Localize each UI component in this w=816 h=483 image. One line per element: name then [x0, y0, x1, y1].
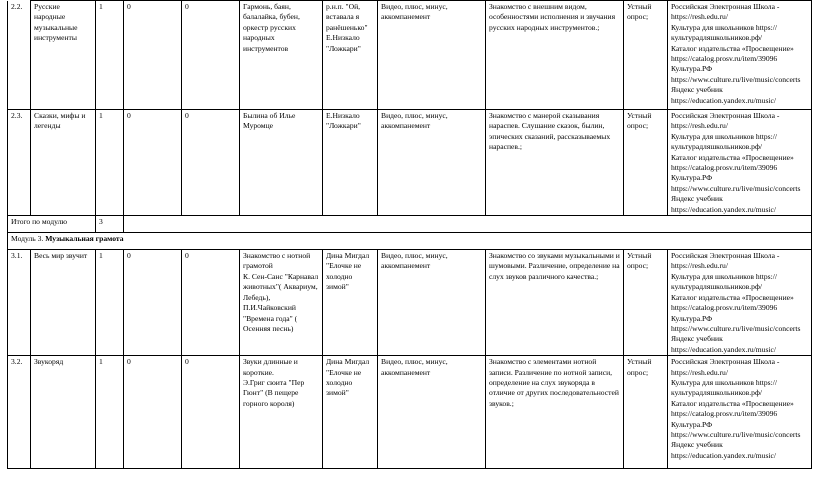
- module-title: Музыкальная грамота: [45, 234, 124, 244]
- module-header: [8, 233, 812, 250]
- hours-practice: 0: [182, 356, 240, 469]
- module-prefix: Модуль 3.: [11, 234, 44, 244]
- listening-repertoire: Гармонь, баян, балалайка, бубен, оркестр русских народных инструментов: [240, 1, 323, 110]
- listening-repertoire: Звуки длинные и короткие. Э.Григ сюита "Пер Гюнт" (В пещере горного короля): [240, 356, 323, 469]
- control-form: Устный опрос;: [624, 356, 668, 469]
- module-total-empty: [124, 216, 812, 233]
- digital-resources: Российская Электронная Школа - https://resh.edu.ru/ Культура для школьников https://культурадляшкольников.рф/ Каталог издательства «Просвещение» https://catalog.prosv.ru/item/39096 Культура.РФ https://www.culture.ru/live/music/concerts Яндекс учебник https://education.yandex.ru/music/: [668, 1, 812, 110]
- table-row: [8, 110, 812, 216]
- listening-repertoire: Знакомство с нотной грамотой К. Сен-Санс "Карнавал животных"( Аквариум, Лебедь), П.И.Чайковский "Времена года" ( Осенняя песнь): [240, 250, 323, 356]
- student-activities: Знакомство с внешним видом, особенностями исполнения и звучания русских народных инструментов.;: [486, 1, 624, 110]
- hours-practice: 0: [182, 1, 240, 110]
- music-making: Видео, плюс, минус, аккомпанемент: [378, 1, 486, 110]
- music-making: Видео, плюс, минус, аккомпанемент: [378, 250, 486, 356]
- control-form: Устный опрос;: [624, 110, 668, 216]
- hours-control: 0: [124, 356, 182, 469]
- student-activities: Знакомство с элементами нотной записи. Различение по нотной записи, определение на слух звукоряда в отличие от других последовательностей звуков.;: [486, 356, 624, 469]
- table-row: [8, 250, 812, 356]
- hours-practice: 0: [182, 250, 240, 356]
- digital-resources: Российская Электронная Школа - https://resh.edu.ru/ Культура для школьников https://культурадляшкольников.рф/ Каталог издательства «Просвещение» https://catalog.prosv.ru/item/39096 Культура.РФ https://www.culture.ru/live/music/concerts Яндекс учебник https://education.yandex.ru/music/: [668, 356, 812, 469]
- lesson-topic: Звукоряд: [31, 356, 96, 469]
- lesson-number: 3.2.: [8, 356, 31, 469]
- singing-repertoire: р.н.п. "Ой, вставала я ранёшенько" Е.Низкало "Ложкари": [323, 1, 378, 110]
- music-making: Видео, плюс, минус, аккомпанемент: [378, 110, 486, 216]
- hours-total: 1: [96, 1, 124, 110]
- hours-control: 0: [124, 1, 182, 110]
- curriculum-table: [7, 0, 812, 469]
- module-total-value: 3: [96, 216, 124, 233]
- hours-total: 1: [96, 250, 124, 356]
- student-activities: Знакомство с манерой сказывания нараспев. Слушание сказок, былин, эпических сказаний, рассказываемых нараспев.;: [486, 110, 624, 216]
- module-total-row: [8, 216, 812, 233]
- hours-total: 1: [96, 356, 124, 469]
- lesson-topic: Русские народные музыкальные инструменты: [31, 1, 96, 110]
- table-row: [8, 1, 812, 110]
- lesson-topic: Весь мир звучит: [31, 250, 96, 356]
- lesson-number: 2.3.: [8, 110, 31, 216]
- control-form: Устный опрос;: [624, 1, 668, 110]
- singing-repertoire: Дина Мигдал "Елочке не холодно зимой": [323, 250, 378, 356]
- singing-repertoire: Е.Низкало "Ложкари": [323, 110, 378, 216]
- music-making: Видео, плюс, минус, аккомпанемент: [378, 356, 486, 469]
- lesson-number: 3.1.: [8, 250, 31, 356]
- listening-repertoire: Былина об Илье Муромце: [240, 110, 323, 216]
- hours-control: 0: [124, 110, 182, 216]
- module-header-row: [8, 233, 812, 250]
- module-total-label: Итого по модулю: [8, 216, 96, 233]
- singing-repertoire: Дина Мигдал "Елочке не холодно зимой": [323, 356, 378, 469]
- control-form: Устный опрос;: [624, 250, 668, 356]
- lesson-number: 2.2.: [8, 1, 31, 110]
- hours-practice: 0: [182, 110, 240, 216]
- digital-resources: Российская Электронная Школа - https://resh.edu.ru/ Культура для школьников https://культурадляшкольников.рф/ Каталог издательства «Просвещение» https://catalog.prosv.ru/item/39096 Культура.РФ https://www.culture.ru/live/music/concerts Яндекс учебник https://education.yandex.ru/music/: [668, 250, 812, 356]
- hours-total: 1: [96, 110, 124, 216]
- student-activities: Знакомство со звуками музыкальными и шумовыми. Различение, определение на слух звуков различного качества.;: [486, 250, 624, 356]
- hours-control: 0: [124, 250, 182, 356]
- lesson-topic: Сказки, мифы и легенды: [31, 110, 96, 216]
- table-row: [8, 356, 812, 469]
- digital-resources: Российская Электронная Школа - https://resh.edu.ru/ Культура для школьников https://культурадляшкольников.рф/ Каталог издательства «Просвещение» https://catalog.prosv.ru/item/39096 Культура.РФ https://www.culture.ru/live/music/concerts Яндекс учебник https://education.yandex.ru/music/: [668, 110, 812, 216]
